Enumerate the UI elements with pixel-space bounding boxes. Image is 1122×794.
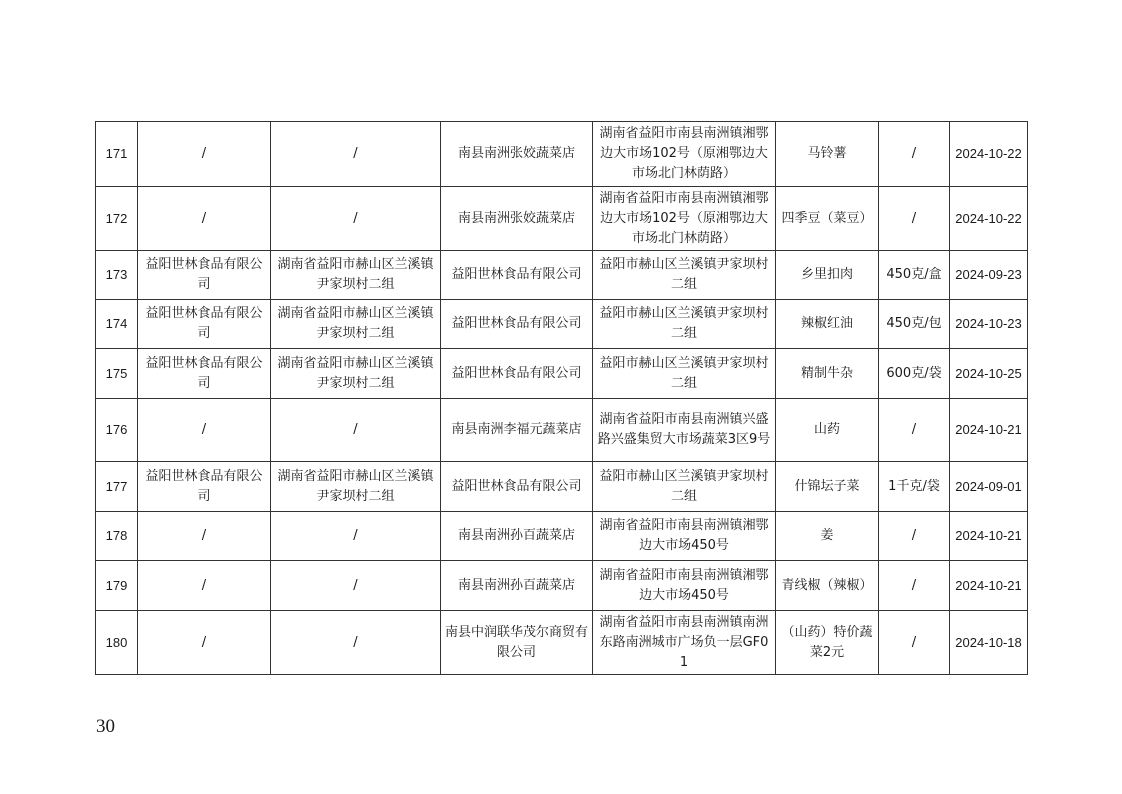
seller-address-cell: 益阳市赫山区兰溪镇尹家坝村二组 xyxy=(593,251,776,300)
seller-address-cell: 湖南省益阳市南县南洲镇湘鄂边大市场450号 xyxy=(593,561,776,611)
table-row xyxy=(96,561,1028,611)
table-row xyxy=(96,122,1028,187)
product-name-cell: 姜 xyxy=(776,512,879,561)
seller-name-cell: 益阳世林食品有限公司 xyxy=(441,349,593,399)
product-spec-cell: 450克/包 xyxy=(879,300,950,349)
table-row xyxy=(96,187,1028,251)
row-number-cell: 178 xyxy=(96,512,138,561)
product-spec-cell: / xyxy=(879,512,950,561)
production-date-cell: 2024-10-21 xyxy=(950,561,1028,611)
production-date-cell: 2024-10-25 xyxy=(950,349,1028,399)
product-spec-cell: 600克/袋 xyxy=(879,349,950,399)
manufacturer-name-cell: / xyxy=(138,399,271,462)
manufacturer-address-cell: 湖南省益阳市赫山区兰溪镇尹家坝村二组 xyxy=(271,300,441,349)
product-spec-cell: / xyxy=(879,187,950,251)
production-date-cell: 2024-10-18 xyxy=(950,611,1028,675)
product-name-cell: 山药 xyxy=(776,399,879,462)
manufacturer-address-cell: / xyxy=(271,399,441,462)
production-date-cell: 2024-09-23 xyxy=(950,251,1028,300)
production-date-cell: 2024-10-21 xyxy=(950,399,1028,462)
production-date-cell: 2024-10-22 xyxy=(950,187,1028,251)
product-name-cell: 乡里扣肉 xyxy=(776,251,879,300)
table-row xyxy=(96,512,1028,561)
manufacturer-address-cell: 湖南省益阳市赫山区兰溪镇尹家坝村二组 xyxy=(271,251,441,300)
records-table xyxy=(95,121,1028,675)
product-name-cell: 精制牛杂 xyxy=(776,349,879,399)
row-number-cell: 172 xyxy=(96,187,138,251)
row-number-cell: 177 xyxy=(96,462,138,512)
product-spec-cell: / xyxy=(879,399,950,462)
row-number-cell: 175 xyxy=(96,349,138,399)
product-name-cell: 辣椒红油 xyxy=(776,300,879,349)
product-spec-cell: / xyxy=(879,561,950,611)
manufacturer-name-cell: 益阳世林食品有限公司 xyxy=(138,462,271,512)
seller-name-cell: 益阳世林食品有限公司 xyxy=(441,300,593,349)
manufacturer-name-cell: 益阳世林食品有限公司 xyxy=(138,300,271,349)
product-name-cell: 青线椒（辣椒） xyxy=(776,561,879,611)
manufacturer-address-cell: 湖南省益阳市赫山区兰溪镇尹家坝村二组 xyxy=(271,349,441,399)
manufacturer-name-cell: / xyxy=(138,187,271,251)
table-row xyxy=(96,462,1028,512)
manufacturer-name-cell: / xyxy=(138,122,271,187)
table-row xyxy=(96,349,1028,399)
seller-name-cell: 南县南洲张姣蔬菜店 xyxy=(441,187,593,251)
seller-name-cell: 南县南洲张姣蔬菜店 xyxy=(441,122,593,187)
manufacturer-name-cell: / xyxy=(138,561,271,611)
row-number-cell: 179 xyxy=(96,561,138,611)
seller-name-cell: 南县中润联华茂尔商贸有限公司 xyxy=(441,611,593,675)
manufacturer-name-cell: / xyxy=(138,611,271,675)
table-row xyxy=(96,611,1028,675)
seller-address-cell: 湖南省益阳市南县南洲镇湘鄂边大市场450号 xyxy=(593,512,776,561)
seller-name-cell: 南县南洲孙百蔬菜店 xyxy=(441,561,593,611)
seller-name-cell: 益阳世林食品有限公司 xyxy=(441,462,593,512)
manufacturer-address-cell: 湖南省益阳市赫山区兰溪镇尹家坝村二组 xyxy=(271,462,441,512)
product-name-cell: 四季豆（菜豆） xyxy=(776,187,879,251)
page-number: 30 xyxy=(96,716,115,737)
product-spec-cell: 450克/盒 xyxy=(879,251,950,300)
manufacturer-address-cell: / xyxy=(271,611,441,675)
table-row xyxy=(96,399,1028,462)
row-number-cell: 180 xyxy=(96,611,138,675)
seller-address-cell: 湖南省益阳市南县南洲镇兴盛路兴盛集贸大市场蔬菜3区9号 xyxy=(593,399,776,462)
seller-address-cell: 湖南省益阳市南县南洲镇湘鄂边大市场102号（原湘鄂边大市场北门林荫路） xyxy=(593,122,776,187)
product-name-cell: （山药）特价蔬菜2元 xyxy=(776,611,879,675)
product-spec-cell: / xyxy=(879,611,950,675)
table-row xyxy=(96,251,1028,300)
row-number-cell: 173 xyxy=(96,251,138,300)
seller-address-cell: 益阳市赫山区兰溪镇尹家坝村二组 xyxy=(593,300,776,349)
seller-address-cell: 益阳市赫山区兰溪镇尹家坝村二组 xyxy=(593,349,776,399)
seller-address-cell: 湖南省益阳市南县南洲镇南洲东路南洲城市广场负一层GF01 xyxy=(593,611,776,675)
seller-name-cell: 益阳世林食品有限公司 xyxy=(441,251,593,300)
product-spec-cell: 1千克/袋 xyxy=(879,462,950,512)
row-number-cell: 176 xyxy=(96,399,138,462)
seller-name-cell: 南县南洲李福元蔬菜店 xyxy=(441,399,593,462)
manufacturer-address-cell: / xyxy=(271,187,441,251)
production-date-cell: 2024-09-01 xyxy=(950,462,1028,512)
product-spec-cell: / xyxy=(879,122,950,187)
records-table-body xyxy=(96,122,1028,675)
manufacturer-address-cell: / xyxy=(271,512,441,561)
manufacturer-address-cell: / xyxy=(271,122,441,187)
product-name-cell: 什锦坛子菜 xyxy=(776,462,879,512)
seller-name-cell: 南县南洲孙百蔬菜店 xyxy=(441,512,593,561)
row-number-cell: 171 xyxy=(96,122,138,187)
manufacturer-name-cell: 益阳世林食品有限公司 xyxy=(138,349,271,399)
row-number-cell: 174 xyxy=(96,300,138,349)
table-row xyxy=(96,300,1028,349)
product-name-cell: 马铃薯 xyxy=(776,122,879,187)
manufacturer-address-cell: / xyxy=(271,561,441,611)
manufacturer-name-cell: / xyxy=(138,512,271,561)
seller-address-cell: 湖南省益阳市南县南洲镇湘鄂边大市场102号（原湘鄂边大市场北门林荫路） xyxy=(593,187,776,251)
production-date-cell: 2024-10-23 xyxy=(950,300,1028,349)
seller-address-cell: 益阳市赫山区兰溪镇尹家坝村二组 xyxy=(593,462,776,512)
manufacturer-name-cell: 益阳世林食品有限公司 xyxy=(138,251,271,300)
production-date-cell: 2024-10-22 xyxy=(950,122,1028,187)
production-date-cell: 2024-10-21 xyxy=(950,512,1028,561)
